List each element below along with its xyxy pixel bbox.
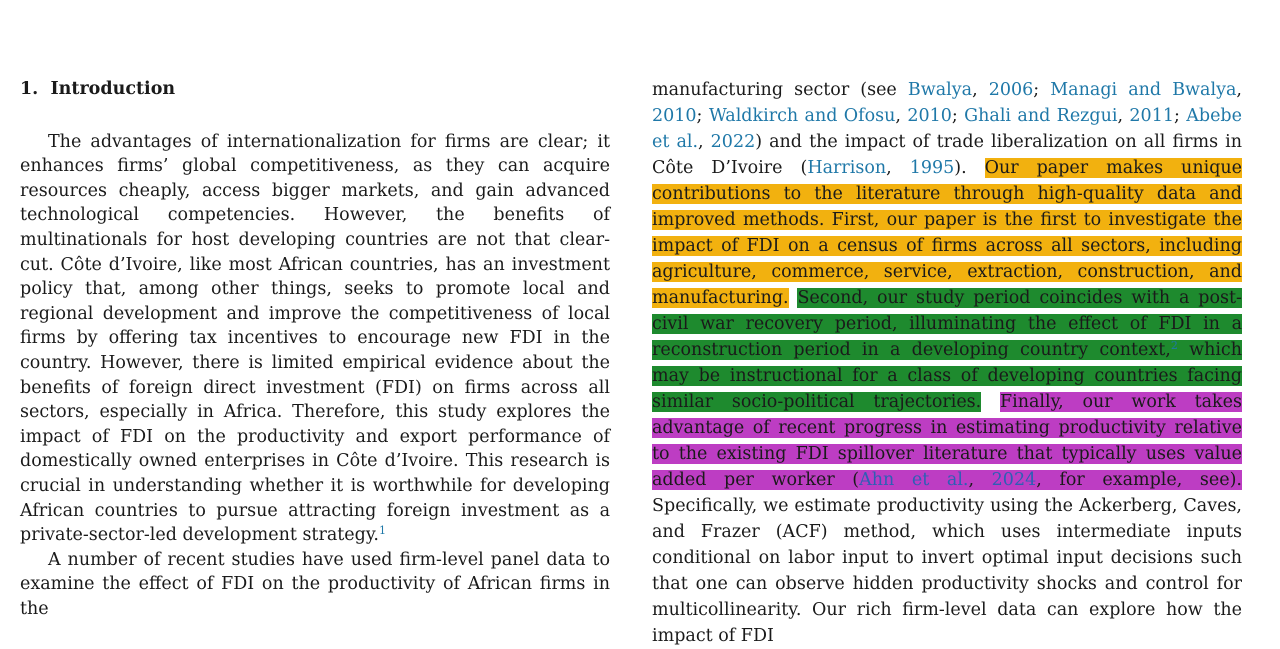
text-run: Specifically, we estimate productivity using the Ackerberg, Caves, and Frazer (ACF) method, which uses intermediate inputs conditional on labor input to invert optimal input decisions such that one can observe hidden productivity shocks and control for multicollinearity. Our rich firm-level data can explore how the impact of FDI [652, 496, 1242, 646]
separator: ; [1173, 106, 1187, 126]
highlight-green-text-b: which may be instructional for a class of developing countries facing similar socio-political trajectories. [652, 340, 1243, 412]
separator: ; [1033, 80, 1051, 100]
citation-link[interactable]: Abebe et al. [652, 106, 1242, 152]
text-run: ) and the impact of trade liberalization on all firms in Côte D’Ivoire ( [652, 132, 1242, 178]
footnote-link-2[interactable]: 2 [1170, 339, 1178, 352]
citation-link[interactable]: Managi and Bwalya [1050, 80, 1237, 100]
right-column [652, 77, 1242, 649]
intro-paragraph-1 [20, 130, 610, 548]
highlight-purple-text-a: Finally, our work takes advantage of recent progress in estimating productivity relative to the existing FDI spillover literature that typically uses value added per worker ( [652, 392, 1242, 490]
text-run: ). [954, 158, 985, 178]
highlight-orange-contributions[interactable]: Our paper makes unique contributions to the literature through high-quality data and improved methods. First, our paper is the first to investigate the impact of FDI on a census of firms across all sectors, including agriculture, commerce, service, extraction, construction, and manufacturing. [652, 158, 1243, 308]
citation-link[interactable]: 2010 [907, 106, 952, 126]
left-column [20, 77, 610, 621]
highlight-green-text-a: Second, our study period coincides with a post-civil war recovery period, illuminating the effect of FDI in a reconstruction period in a developing country context, [652, 288, 1242, 360]
section-title: Introduction [50, 79, 176, 99]
intro-paragraph-1-text: The advantages of internationalization for firms are clear; it enhances firms’ global competitiveness, as they can acquire resources cheaply, access bigger markets, and gain advanced technological competencies. However, the benefits of multinationals for host developing countries are not that clear-cut. Côte d’Ivoire, like most African countries, has an investment policy that, among other things, seeks to promote local and regional development and improve the competitiveness of local firms by offering tax incentives to encourage new FDI in the country. However, there is limited empirical evidence about the benefits of foreign direct investment (FDI) on firms across all sectors, especially in Africa. Therefore, this study explores the impact of FDI on the productivity and export performance of domestically owned enterprises in Côte d’Ivoire. This research is crucial in understanding whether it is worthwhile for developing African countries to pursue attracting foreign investment as a private-sector-led development strategy. [20, 131, 610, 546]
separator: , [698, 132, 711, 152]
footnote-link-1[interactable]: 1 [378, 524, 386, 538]
continued-paragraph [652, 77, 1242, 649]
citation-link[interactable]: 2022 [710, 132, 756, 152]
separator: , [895, 106, 908, 126]
separator: , [886, 158, 910, 178]
text-run: manufacturing sector (see [652, 80, 908, 100]
citation-link[interactable]: 1995 [909, 158, 955, 178]
section-heading [20, 77, 610, 102]
separator: , [968, 470, 992, 490]
separator: ; [696, 106, 709, 126]
citation-link[interactable]: 2006 [988, 80, 1034, 100]
citation-link[interactable]: Ghali and Rezgui [964, 106, 1118, 126]
highlight-purple-text-b: , for example, see). [1036, 470, 1242, 490]
citation-link[interactable]: 2024 [991, 470, 1037, 490]
separator: , [1117, 106, 1130, 126]
citation-link[interactable]: 2010 [652, 106, 697, 126]
intro-paragraph-2: A number of recent studies have used firm-level panel data to examine the effect of FDI on the productivity of African firms in the [20, 549, 610, 619]
citation-link[interactable]: Ahn et al. [859, 470, 969, 490]
citation-link[interactable]: Harrison [807, 158, 887, 178]
section-number: 1. [20, 79, 39, 99]
citation-link[interactable]: 2011 [1129, 106, 1174, 126]
separator: , [972, 80, 989, 100]
citation-link[interactable]: Bwalya [907, 80, 973, 100]
separator: ; [951, 106, 965, 126]
citation-link[interactable]: Waldkirch and Ofosu [708, 106, 896, 126]
separator: , [1236, 80, 1242, 100]
